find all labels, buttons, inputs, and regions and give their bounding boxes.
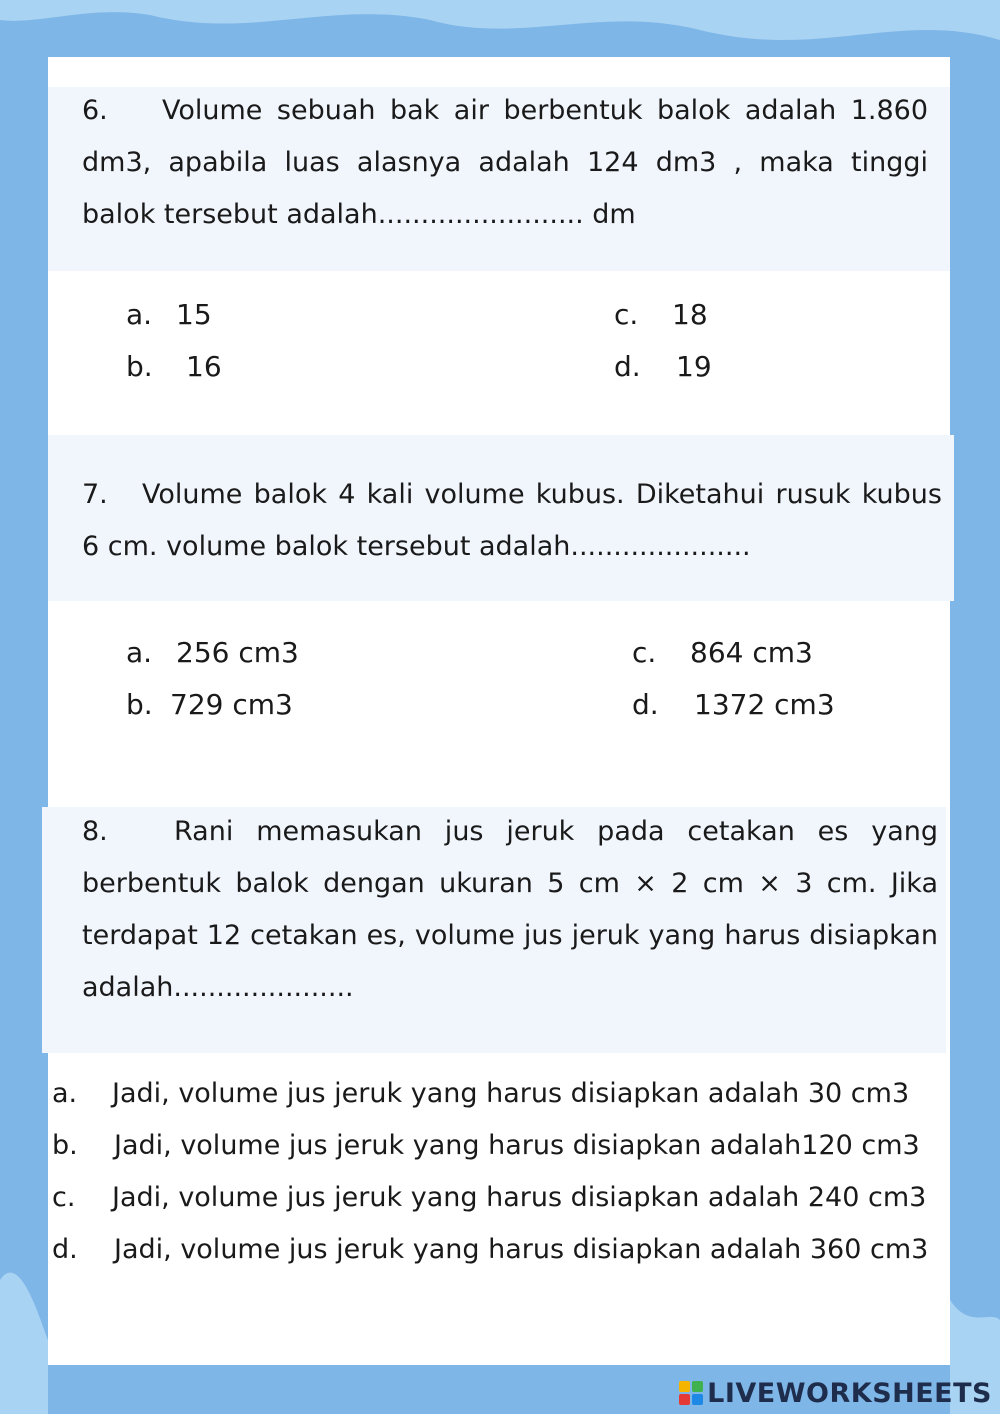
liveworksheets-logo [679,1376,992,1410]
option-a[interactable] [126,289,212,341]
logo-icon [679,1381,703,1405]
question-body: Volume balok 4 kali volume kubus. Diketahui rusuk kubus 6 cm. volume balok tersebut adalah..................... [82,479,942,562]
option-d[interactable] [52,1224,928,1276]
option-text: Jadi, volume jus jeruk yang harus disiapkan adalah 30 cm3 [112,1078,910,1109]
logo-text: LIVEWORKSHEETS [707,1377,992,1409]
option-text: 15 [176,298,212,331]
worksheet-page [48,57,950,1365]
option-letter: b. [52,1130,78,1161]
option-b[interactable] [52,1120,920,1172]
option-letter: c. [614,298,639,331]
option-c[interactable] [632,627,813,679]
option-a[interactable] [52,1068,909,1120]
option-text: Jadi, volume jus jeruk yang harus disiapkan adalah 360 cm3 [114,1234,929,1265]
option-text: Jadi, volume jus jeruk yang harus disiapkan adalah 240 cm3 [112,1182,927,1213]
question-number: 6. [82,95,108,126]
option-d[interactable] [614,341,712,393]
option-c[interactable] [614,289,708,341]
option-letter: a. [52,1078,78,1109]
option-text: 864 cm3 [690,636,813,669]
option-b[interactable] [126,341,222,393]
option-letter: c. [52,1182,76,1213]
question-body: Rani memasukan jus jeruk pada cetakan es yang berbentuk balok dengan ukuran 5 cm × 2 cm × 3 cm. Jika terdapat 12 cetakan es, volume jus jeruk yang harus disiapkan adalah..................... [82,816,938,1003]
option-text: 18 [672,298,708,331]
question-body: Volume sebuah bak air berbentuk balok adalah 1.860 dm3, apabila luas alasnya adalah 124 dm3 , maka tinggi balok tersebut adalah........................ dm [82,95,928,230]
option-letter: d. [614,350,641,383]
option-text: 256 cm3 [176,636,299,669]
option-c[interactable] [52,1172,926,1224]
option-letter: c. [632,636,657,669]
logo-square-2 [692,1381,703,1392]
question-number: 8. [82,816,108,847]
option-text: 729 cm3 [170,688,293,721]
option-text: Jadi, volume jus jeruk yang harus disiapkan adalah120 cm3 [114,1130,920,1161]
option-d[interactable] [632,679,835,731]
option-letter: d. [632,688,659,721]
logo-square-4 [692,1394,703,1405]
question-8-text [82,806,938,1014]
question-number: 7. [82,479,108,510]
logo-square-1 [679,1381,690,1392]
option-text: 1372 cm3 [694,688,835,721]
question-6-text [82,85,928,241]
option-text: 19 [676,350,712,383]
option-letter: a. [126,298,153,331]
option-b[interactable] [126,679,293,731]
option-letter: b. [126,350,153,383]
option-letter: d. [52,1234,78,1265]
option-a[interactable] [126,627,299,679]
option-letter: a. [126,636,153,669]
option-text: 16 [186,350,222,383]
option-letter: b. [126,688,153,721]
logo-square-3 [679,1394,690,1405]
question-7-text [82,469,942,573]
